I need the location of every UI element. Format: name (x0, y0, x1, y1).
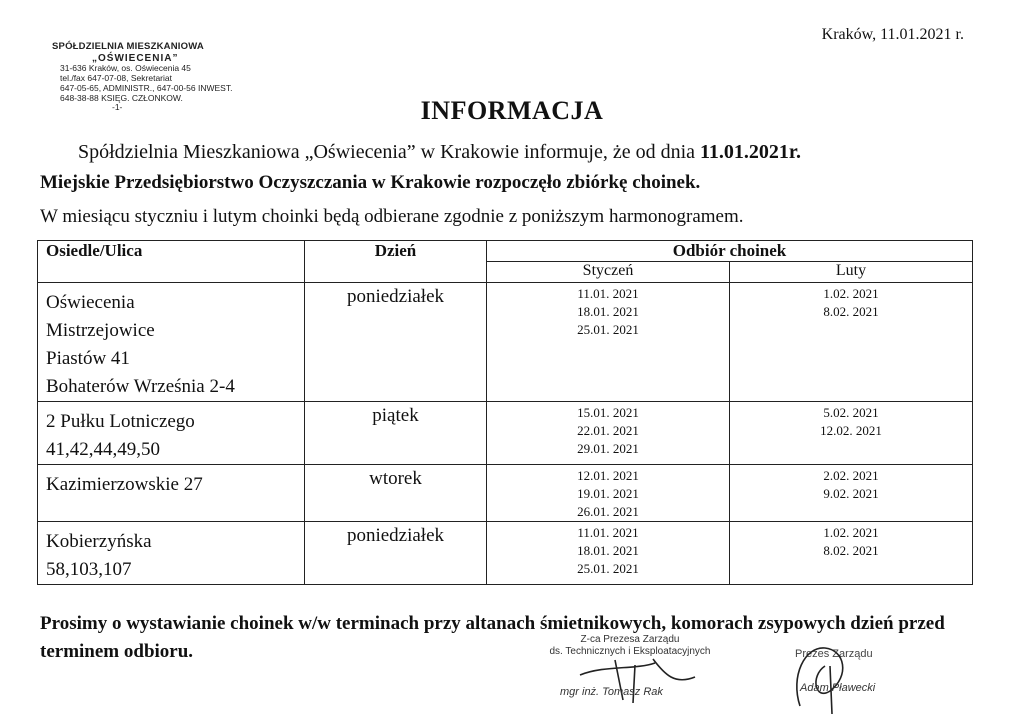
february-dates-cell-line: 9.02. 2021 (823, 486, 879, 501)
stamp-line: tel./fax 647-07-08, Sekretariat (60, 73, 172, 84)
january-dates-cell-line: 18.01. 2021 (577, 304, 639, 319)
schedule-table (37, 240, 973, 585)
stamp-line: 648-38-88 KSIĘG. CZŁONKOW. (60, 92, 183, 103)
location-cell-line: Kazimierzowskie 27 (46, 474, 203, 495)
january-dates-cell (487, 465, 730, 522)
place-date: Kraków, 11.01.2021 r. (821, 26, 964, 43)
stamp-line: „OŚWIECENIA” (92, 52, 179, 64)
intro-paragraph-1 (78, 141, 801, 164)
day-cell: poniedziałek (305, 283, 487, 402)
january-dates-cell-line: 19.01. 2021 (577, 486, 639, 501)
location-cell-line: 41,42,44,49,50 (46, 439, 160, 460)
location-cell-line: 2 Pułku Lotniczego (46, 411, 195, 432)
intro-paragraph-2: Miejskie Przedsiębiorstwo Oczyszczania w Krakowie rozpoczęło zbiórkę choinek. (40, 172, 701, 193)
february-dates-cell (730, 283, 973, 402)
january-dates-cell-line: 29.01. 2021 (577, 441, 639, 456)
stamp-line: SPÓŁDZIELNIA MIESZKANIOWA (52, 41, 204, 52)
header-location: Osiedle/Ulica (38, 241, 305, 283)
signatory-title: ds. Technicznych i Eksploatacyjnych (549, 646, 711, 657)
location-cell (38, 522, 305, 585)
february-dates-cell-line: 12.02. 2021 (820, 423, 882, 438)
table-row (38, 402, 973, 465)
january-dates-cell-line: 25.01. 2021 (577, 561, 639, 576)
january-dates-cell-line: 11.01. 2021 (577, 286, 639, 301)
day-cell: piątek (305, 402, 487, 465)
january-dates-cell-line: 12.01. 2021 (577, 468, 639, 483)
january-dates-cell-line: 26.01. 2021 (577, 504, 639, 519)
table-row (38, 283, 973, 402)
location-cell (38, 402, 305, 465)
january-dates-cell-line: 15.01. 2021 (577, 405, 639, 420)
day-cell: poniedziałek (305, 522, 487, 585)
start-date: 11.01.2021r. (700, 141, 801, 163)
february-dates-cell (730, 465, 973, 522)
document-title: INFORMACJA (420, 96, 604, 125)
signatory-name: Adam Pławecki (800, 682, 876, 694)
stamp-line: -1- (112, 102, 123, 113)
january-dates-cell (487, 283, 730, 402)
table-row (38, 522, 973, 585)
february-dates-cell-line: 1.02. 2021 (823, 286, 879, 301)
january-dates-cell-line: 18.01. 2021 (577, 543, 639, 558)
february-dates-cell-line: 1.02. 2021 (823, 525, 879, 540)
location-cell-line: Kobierzyńska (46, 531, 152, 552)
stamp-line: 31-636 Kraków, os. Oświecenia 45 (60, 63, 191, 74)
footer-note: Prosimy o wystawianie choinek w/w terminach przy altanach śmietnikowych, komorach zsypowych dzień przed terminem odbioru. (40, 613, 945, 662)
signatory-name: mgr inż. Tomasz Rak (560, 686, 663, 698)
location-cell-line: Mistrzejowice (46, 320, 155, 341)
intro-text: Spółdzielnia Mieszkaniowa „Oświecenia” w Krakowie informuje, że od dnia (78, 141, 701, 163)
location-cell-line: Bohaterów Września 2-4 (46, 376, 235, 397)
location-cell (38, 465, 305, 522)
february-dates-cell-line: 5.02. 2021 (823, 405, 879, 420)
january-dates-cell-line: 22.01. 2021 (577, 423, 639, 438)
intro-paragraph-3: W miesiącu styczniu i lutym choinki będą odbierane zgodnie z poniższym harmonogramem. (40, 206, 744, 227)
header-january: Styczeń (487, 262, 730, 283)
location-cell-line: 58,103,107 (46, 559, 132, 580)
header-day: Dzień (305, 241, 487, 283)
february-dates-cell-line: 2.02. 2021 (823, 468, 879, 483)
header-pickup: Odbiór choinek (487, 241, 973, 262)
january-dates-cell-line: 25.01. 2021 (577, 322, 639, 337)
february-dates-cell (730, 522, 973, 585)
handwritten-signature-right (770, 636, 870, 715)
location-cell-line: Piastów 41 (46, 348, 130, 369)
january-dates-cell-line: 11.01. 2021 (577, 525, 639, 540)
stamp-line: 647-05-65, ADMINISTR., 647-00-56 INWEST. (60, 82, 233, 93)
location-cell (38, 283, 305, 402)
february-dates-cell (730, 402, 973, 465)
header-february: Luty (730, 262, 973, 283)
signatory-title: Z-ca Prezesa Zarządu (580, 634, 680, 645)
day-cell: wtorek (305, 465, 487, 522)
january-dates-cell (487, 522, 730, 585)
january-dates-cell (487, 402, 730, 465)
location-cell-line: Oświecenia (46, 292, 135, 313)
february-dates-cell-line: 8.02. 2021 (823, 543, 879, 558)
signatory-title: Prezes Zarządu (795, 648, 873, 660)
february-dates-cell-line: 8.02. 2021 (823, 304, 879, 319)
table-row (38, 465, 973, 522)
